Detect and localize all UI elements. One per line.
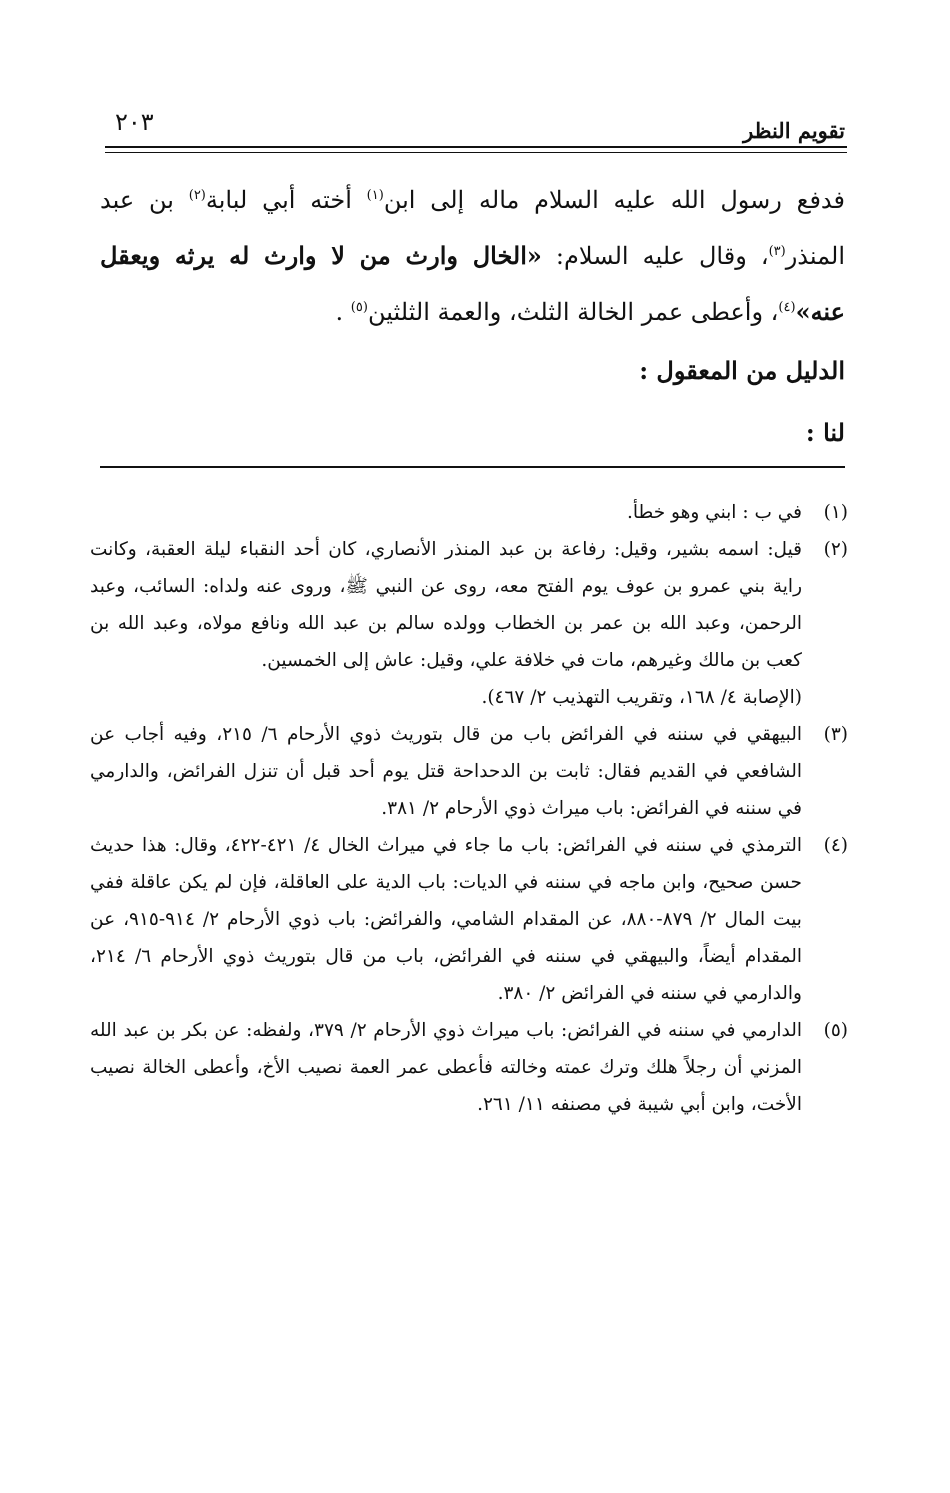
footnote-text: في ب : ابني وهو خطأ.	[627, 502, 802, 523]
footnote-4	[90, 827, 848, 1012]
footnote-number: (٤)	[823, 835, 848, 856]
text-run: أخته أبي لبابة	[205, 186, 367, 214]
header-divider	[105, 146, 847, 153]
footnote-text: البيهقي في سننه في الفرائض باب من قال بتوريث ذوي الأرحام ٦/ ٢١٥، وفيه أجاب عن الشافعي في القديم فقال: ثابت بن الدحداحة قتل يوم أحد قبل أن تنزل الفرائض، والدارمي في سننه في الفرائض: باب ميراث ذوي الأرحام ٢/ ٣٨١.	[90, 724, 802, 819]
footnote-3	[90, 716, 848, 827]
footnote-marker-4[interactable]: (٤)	[778, 300, 796, 315]
text-run: ، وقال عليه السلام:	[541, 242, 769, 270]
footnote-marker-5[interactable]: (٥)	[350, 300, 368, 315]
footnote-text: الترمذي في سننه في الفرائض: باب ما جاء في ميراث الخال ٤/ ٤٢١-٤٢٢، وقال: هذا حديث حسن صحيح، وابن ماجه في سننه في الديات: باب الدية على العاقلة، فإن لم يكن عاقلة ففي بيت المال ٢/ ٨٧٩-٨٨٠، عن المقدام الشامي، والفرائض: باب ذوي الأرحام ٢/ ٩١٤-٩١٥، عن المقدام أيضاً، والبيهقي في سننه في الفرائض، باب من قال بتوريث ذوي الأرحام ٦/ ٢١٤، والدارمي في سننه في الفرائض ٢/ ٣٨٠.	[90, 835, 802, 1004]
footnote-number: (٣)	[823, 724, 848, 745]
footnotes	[90, 494, 848, 1123]
text-run: بن عبد المنذر	[100, 186, 846, 270]
footnote-marker-2[interactable]: (٢)	[188, 188, 206, 203]
footnote-marker-3[interactable]: (٣)	[768, 244, 786, 259]
page-header	[105, 108, 845, 146]
section-heading-rational-evidence: الدليل من المعقول :	[639, 356, 845, 385]
footnote-number: (٥)	[823, 1020, 848, 1041]
footnote-divider	[100, 466, 845, 468]
footnote-5	[90, 1012, 848, 1123]
running-title: تقويم النظر	[743, 118, 845, 143]
text-run: فدفع رسول الله عليه السلام ماله إلى ابن	[383, 186, 845, 214]
page-number: ٢٠٣	[115, 108, 154, 136]
hadith-quote: «الخال وارث من لا وارث له يرثه ويعقل عنه»	[100, 241, 845, 326]
footnote-1	[90, 494, 848, 531]
section-heading-for-us: لنا :	[805, 418, 845, 447]
main-paragraph	[100, 172, 845, 340]
text-run: .	[335, 298, 351, 326]
footnote-2	[90, 531, 848, 679]
text-run: ، وأعطى عمر الخالة الثلث، والعمة الثلثين	[367, 298, 779, 326]
main-text	[100, 172, 845, 464]
footnote-text: الدارمي في سننه في الفرائض: باب ميراث ذوي الأرحام ٢/ ٣٧٩، ولفظه: عن بكر بن عبد الله المزني أن رجلاً هلك وترك عمته وخالته فأعطى عمر العمة نصيب الأخ، وأعطى الخالة نصيب الأخت، وابن أبي شيبة في مصنفه ١١/ ٢٦١.	[90, 1020, 803, 1115]
footnote-marker-1[interactable]: (١)	[366, 188, 384, 203]
footnote-text: قيل: اسمه بشير، وقيل: رفاعة بن عبد المنذر الأنصاري، كان أحد النقباء ليلة العقبة، وكانت راية بني عمرو بن عوف يوم الفتح معه، روى عن النبي ﷺ، وروى عنه ولداه: السائب، وعبد الرحمن، وعبد الله بن عمر بن الخطاب وولده سالم بن عبد الله ونافع مولاه، وعبد الله بن كعب بن مالك وغيرهم، مات في خلافة علي، وقيل: عاش إلى الخمسين.	[90, 539, 802, 671]
footnote-number: (١)	[823, 502, 848, 523]
footnote-number: (٢)	[823, 539, 848, 560]
footnote-2-source: (الإصابة ٤/ ١٦٨، وتقريب التهذيب ٢/ ٤٦٧).	[481, 687, 802, 708]
